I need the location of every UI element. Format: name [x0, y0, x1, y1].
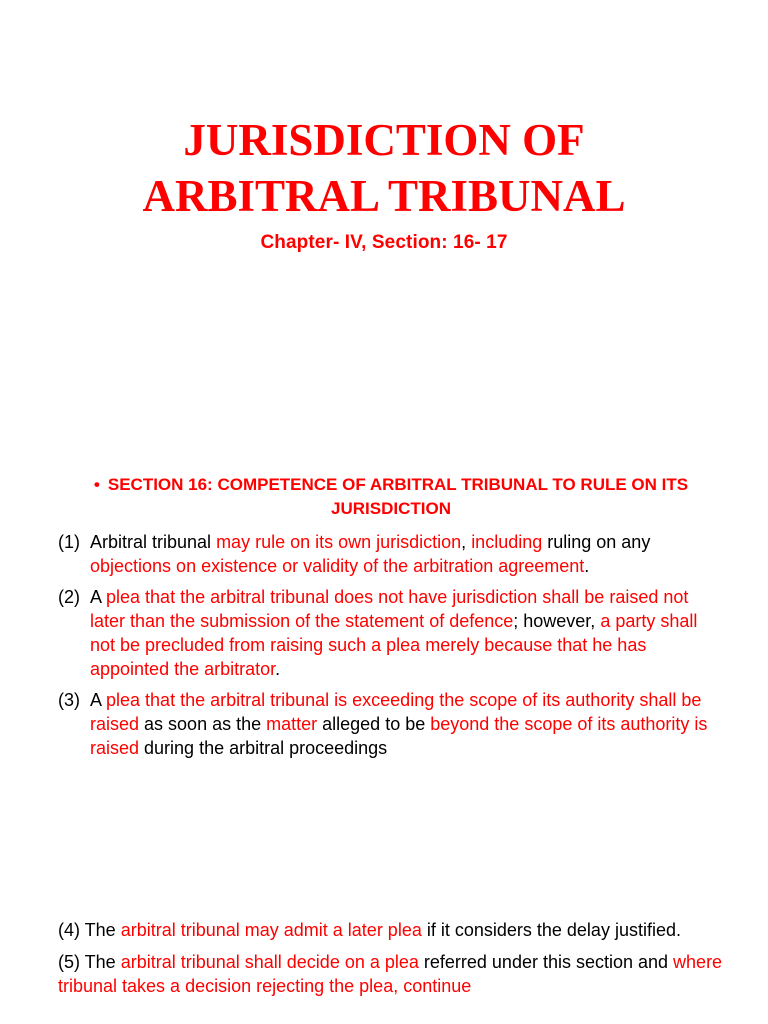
- highlight-text: objections on existence or validity of the arbitration agreement: [90, 556, 585, 576]
- numbered-list: [58, 530, 724, 767]
- item-text: referred under this section and: [418, 952, 674, 972]
- item-text: Arbitral tribunal: [90, 532, 217, 552]
- page-title-line-1: JURISDICTION OF: [183, 115, 585, 165]
- highlight-text: arbitral tribunal shall decide on a plea: [120, 952, 419, 972]
- highlight-text: arbitral tribunal may admit a later plea: [120, 920, 422, 940]
- bullet-icon: •: [93, 475, 100, 494]
- section-heading: [56, 473, 726, 521]
- item-text: alleged to be: [317, 714, 431, 734]
- highlight-text: matter: [266, 714, 318, 734]
- item-text: .: [275, 659, 281, 679]
- item-text: ,: [461, 532, 472, 552]
- page-title-line-2: ARBITRAL TRIBUNAL: [142, 171, 626, 221]
- item-text: A: [90, 690, 107, 710]
- item-text: ; however,: [513, 611, 601, 631]
- highlight-text: a party shall not be precluded from raising such a plea merely because that he has appointed the arbitrator: [90, 611, 698, 679]
- list-item-4: [58, 918, 724, 942]
- list-item-3: [58, 688, 724, 760]
- item-number: (1): [58, 532, 80, 552]
- item-number: (2): [58, 587, 80, 607]
- highlight-text: may rule on its own jurisdiction: [216, 532, 462, 552]
- list-item-2: [58, 585, 724, 681]
- item-text: A: [90, 587, 107, 607]
- continued-list: [58, 918, 724, 1006]
- item-text: during the arbitral proceedings: [139, 738, 388, 758]
- subtitle: Chapter- IV, Section: 16- 17: [260, 232, 508, 253]
- section-heading-text: SECTION 16: COMPETENCE OF ARBITRAL TRIBUNAL TO RULE ON ITS JURISDICTION: [107, 475, 689, 518]
- item-text: .: [584, 556, 590, 576]
- item-text: if it considers the delay justified.: [421, 920, 681, 940]
- list-item-1: [58, 530, 724, 578]
- highlight-text: beyond the scope of its authority is raised: [90, 714, 708, 758]
- item-text: (4) The: [58, 920, 121, 940]
- title-block: [0, 112, 768, 224]
- item-text: ruling on any: [542, 532, 651, 552]
- item-number: (3): [58, 690, 80, 710]
- list-item-5: [58, 950, 724, 998]
- highlight-text: plea that the arbitral tribunal does not have jurisdiction shall be raised not later than the submission of the statement of defence: [90, 587, 689, 631]
- highlight-text: including: [471, 532, 543, 552]
- highlight-text: where tribunal takes a decision rejecting the plea, continue: [58, 952, 723, 996]
- item-text: as soon as the: [139, 714, 267, 734]
- highlight-text: plea that the arbitral tribunal is exceeding the scope of its authority shall be raised: [90, 690, 702, 734]
- item-text: (5) The: [58, 952, 121, 972]
